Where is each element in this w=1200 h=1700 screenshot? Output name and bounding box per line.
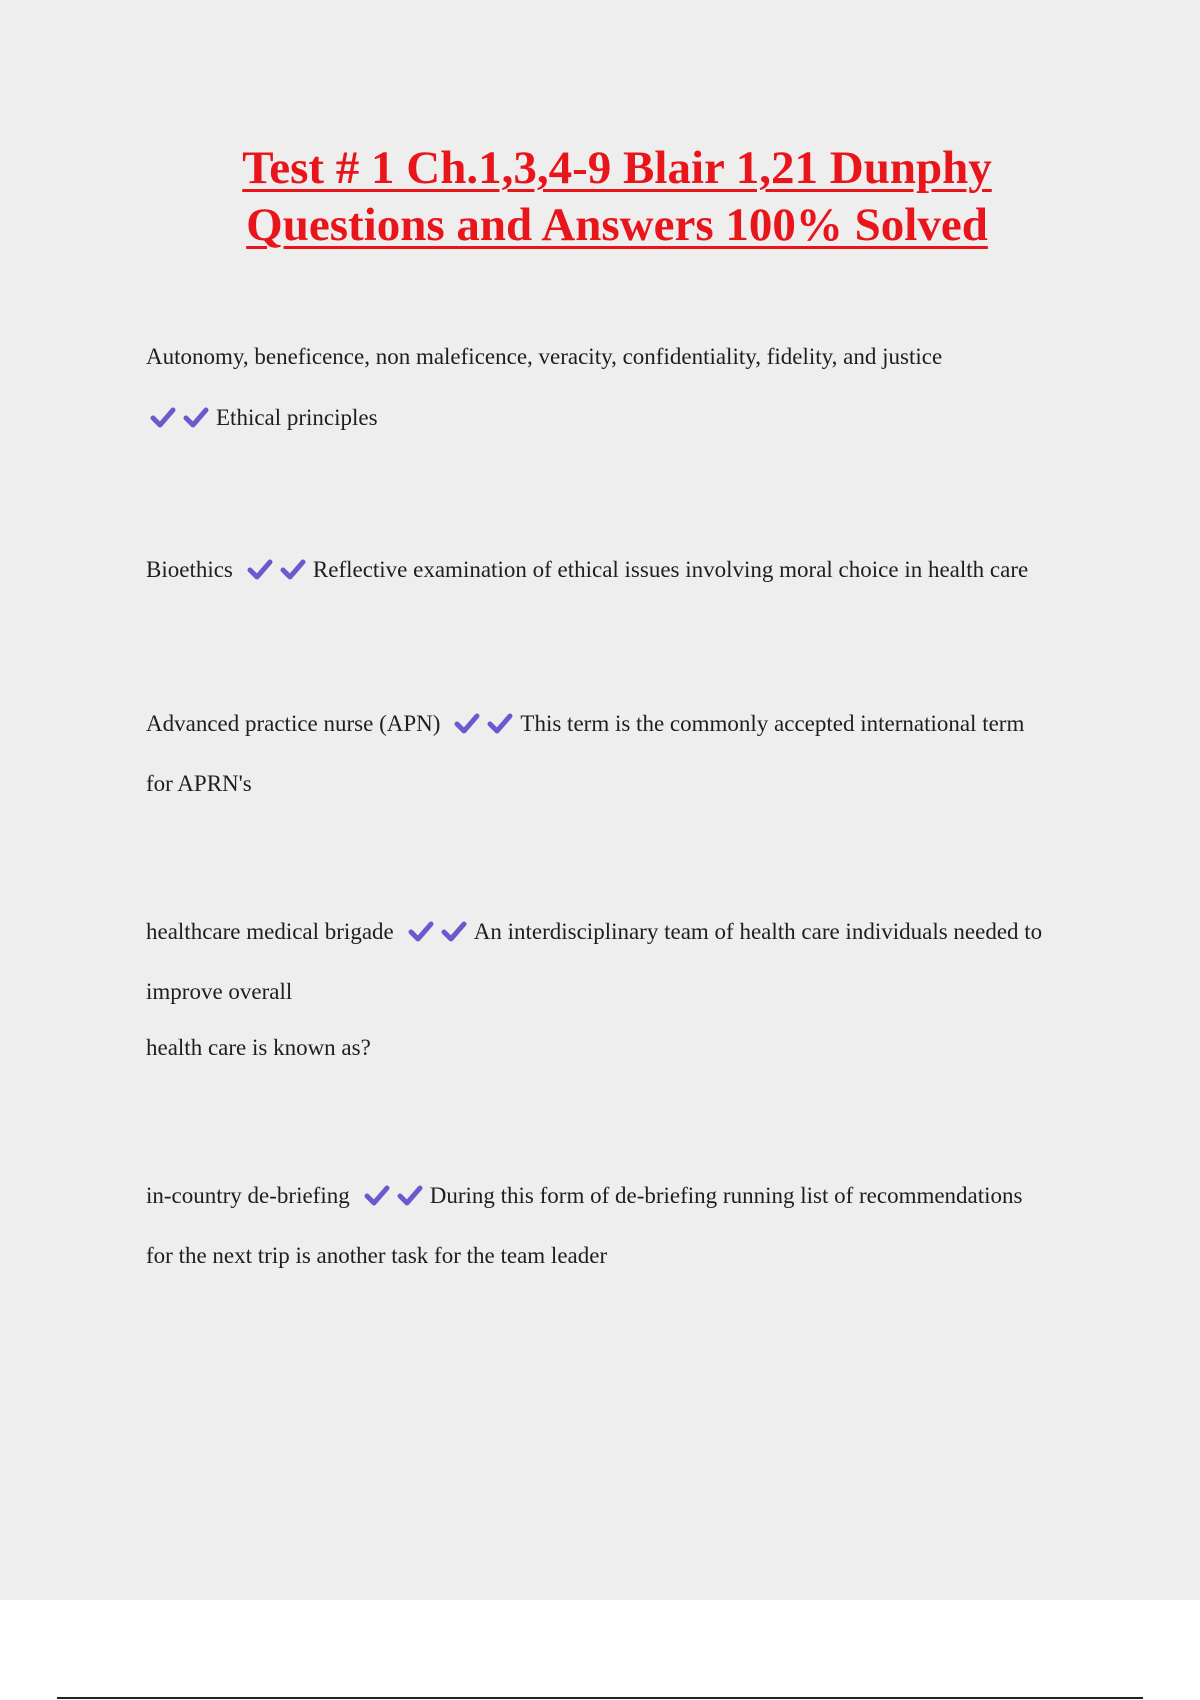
check-icon xyxy=(487,712,513,734)
qa-line xyxy=(146,709,1024,739)
check-icon xyxy=(408,920,434,942)
check-icon xyxy=(441,920,467,942)
check-icon xyxy=(454,712,480,734)
answer-continuation: for the next trip is another task for the team leader xyxy=(146,1243,608,1268)
question-text: Advanced practice nurse (APN) xyxy=(146,711,441,736)
answer-continuation: health care is known as? xyxy=(146,1035,371,1060)
answer-text: Reflective examination of ethical issues involving moral choice in health care xyxy=(312,557,1029,582)
answer-text: An interdisciplinary team of health care individuals needed to xyxy=(473,919,1043,944)
page-divider xyxy=(57,1697,1143,1699)
qa-line xyxy=(146,1181,1023,1211)
check-icon xyxy=(150,406,176,428)
question-text: healthcare medical brigade xyxy=(146,919,394,944)
answer-text: This term is the commonly accepted international term xyxy=(520,711,1025,736)
title-line-1: Test # 1 Ch.1,3,4-9 Blair 1,21 Dunphy xyxy=(242,142,992,194)
question-text: Autonomy, beneficence, non maleficence, veracity, confidentiality, fidelity, and justice xyxy=(146,344,943,369)
check-icon xyxy=(397,1184,423,1206)
check-icon xyxy=(247,558,273,580)
check-icon xyxy=(183,406,209,428)
answer-text: During this form of de-briefing running list of recommendations xyxy=(429,1183,1023,1208)
document-title xyxy=(0,140,1200,254)
answer-continuation: improve overall xyxy=(146,979,293,1004)
answer-line xyxy=(150,403,378,433)
check-icon xyxy=(280,558,306,580)
title-line-2: Questions and Answers 100% Solved xyxy=(246,199,988,251)
check-icon xyxy=(364,1184,390,1206)
answer-continuation: for APRN's xyxy=(146,771,252,796)
answer-text: Ethical principles xyxy=(216,405,378,430)
question-text: Bioethics xyxy=(146,557,233,582)
qa-line xyxy=(146,917,1042,947)
question-text: in-country de-briefing xyxy=(146,1183,350,1208)
qa-line xyxy=(146,555,1028,585)
